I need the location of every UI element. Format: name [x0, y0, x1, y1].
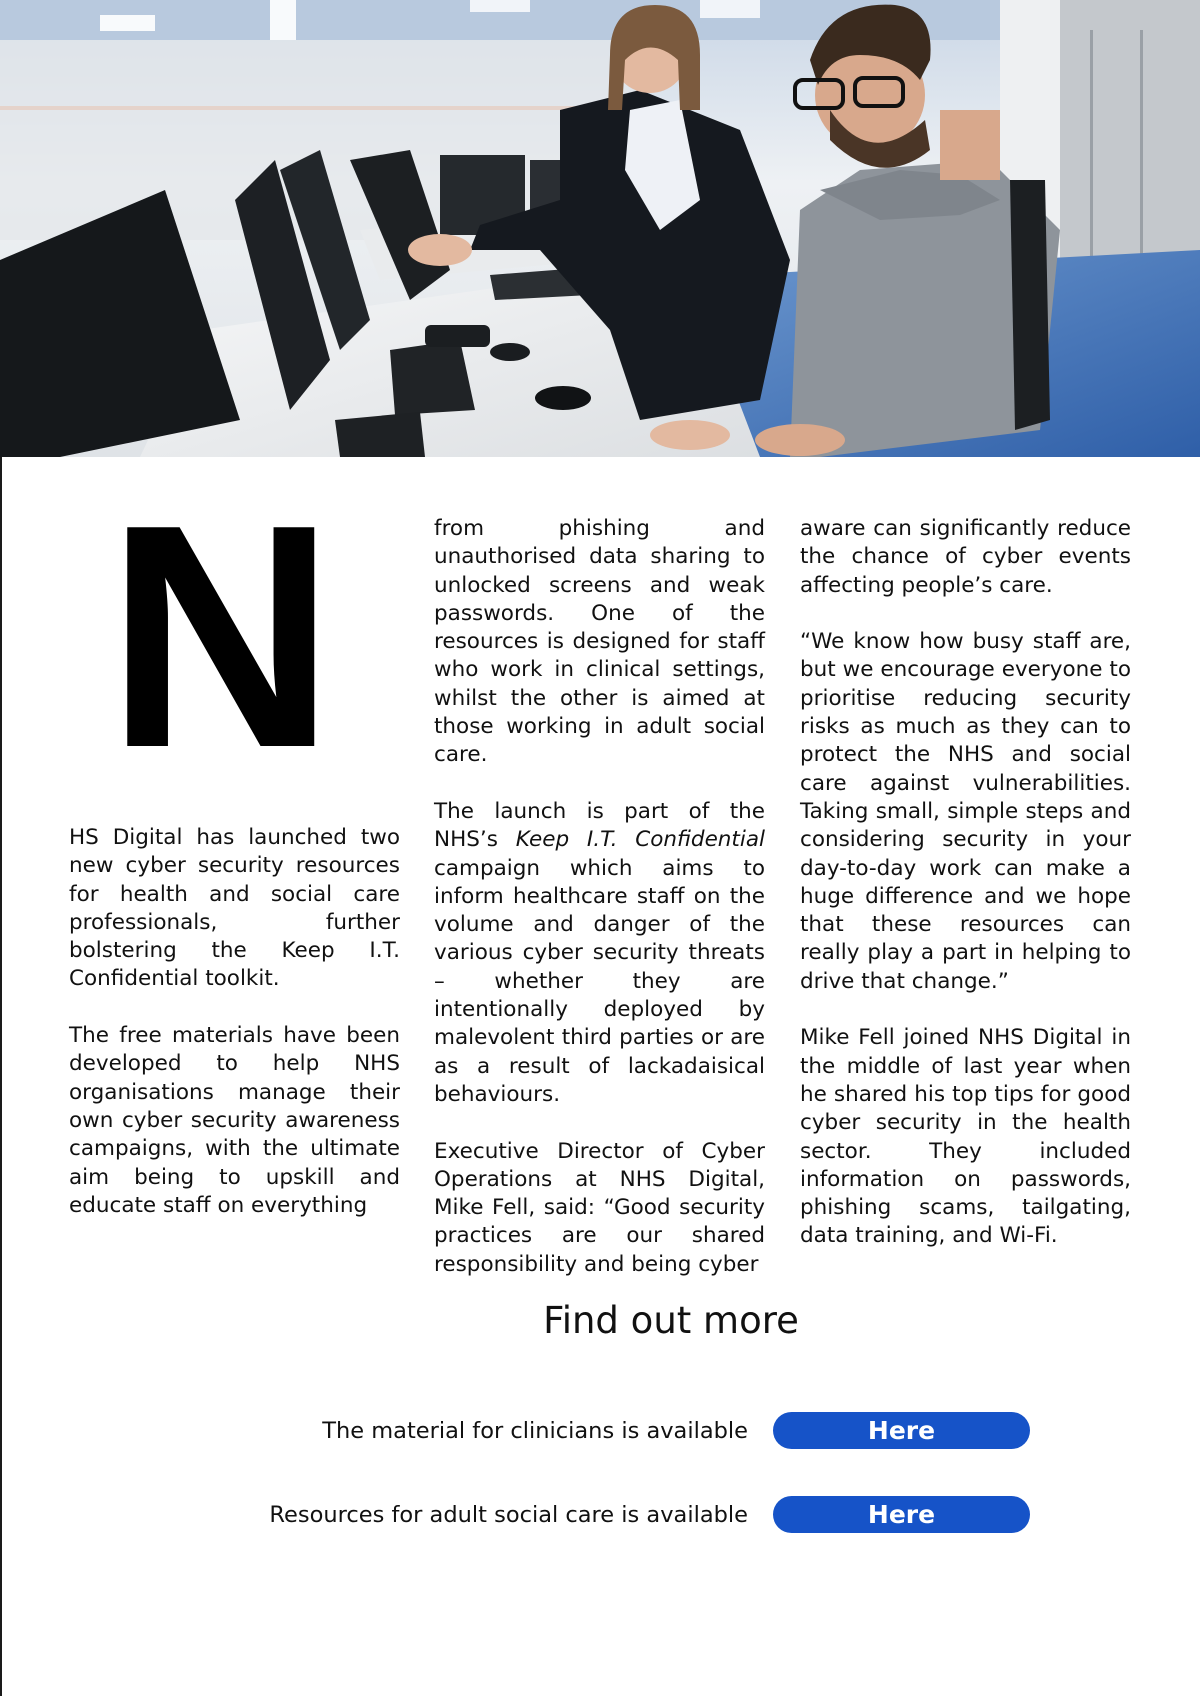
paragraph-text: campaign which aims to inform healthcare staff on the volume and danger of the various cyber security threats – whether they are intentionally deployed by malevolent third parties or are as a result of lackadaisical behaviours.	[434, 855, 765, 1107]
article-column-2	[434, 515, 765, 1279]
clinicians-here-button[interactable]: Here	[773, 1412, 1030, 1449]
campaign-name: Keep I.T. Confidential	[515, 827, 765, 853]
article-paragraph: The free materials have been developed to help NHS organisations manage their own cyber security awareness campaigns, with the ultimate aim being to upskill and educate staff on everything	[69, 1023, 400, 1218]
article-paragraph	[434, 798, 765, 1109]
article-paragraph: Mike Fell joined NHS Digital in the middle of last year when he shared his top tips for good cyber security in the health sector. They included information on passwords, phishing scams, tailgating, data training, and Wi-Fi.	[800, 1025, 1131, 1249]
clinicians-link-label: The material for clinicians is available	[322, 1418, 748, 1444]
drop-cap: N	[106, 459, 336, 814]
article-paragraph: HS Digital has launched two new cyber security resources for health and social care professionals, further bolstering the Keep I.T. Confidential toolkit.	[69, 825, 400, 992]
article-paragraph: aware can significantly reduce the chance of cyber events affecting people’s care.	[800, 516, 1131, 598]
find-out-more-heading: Find out more	[543, 1299, 799, 1342]
article-paragraph: Executive Director of Cyber Operations at NHS Digital, Mike Fell, said: “Good security practices are our shared responsibility and being cyber	[434, 1138, 765, 1277]
social-care-link-row	[0, 1495, 1200, 1535]
social-care-link-label: Resources for adult social care is available	[269, 1502, 748, 1528]
hero-photo	[0, 0, 1200, 457]
article-paragraph: “We know how busy staff are, but we encourage everyone to prioritise reducing security risks as much as they can to protect the NHS and social care against vulnerabilities. Taking small, simple steps and considering security in your day-to-day work can make a huge difference and we hope that these resources can really play a part in helping to drive that change.”	[800, 629, 1131, 994]
article-column-3	[800, 515, 1131, 1251]
office-photo-illustration	[0, 0, 1200, 457]
social-care-here-button[interactable]: Here	[773, 1496, 1030, 1533]
clinicians-link-row	[0, 1411, 1200, 1451]
article-paragraph: from phishing and unauthorised data sharing to unlocked screens and weak passwords. One of the resources is designed for staff who work in clinical settings, whilst the other is aimed at those working in adult social care.	[434, 516, 765, 768]
article-column-1	[69, 824, 400, 1220]
paragraph-text: The launch is part of the NHS’s	[434, 798, 765, 853]
